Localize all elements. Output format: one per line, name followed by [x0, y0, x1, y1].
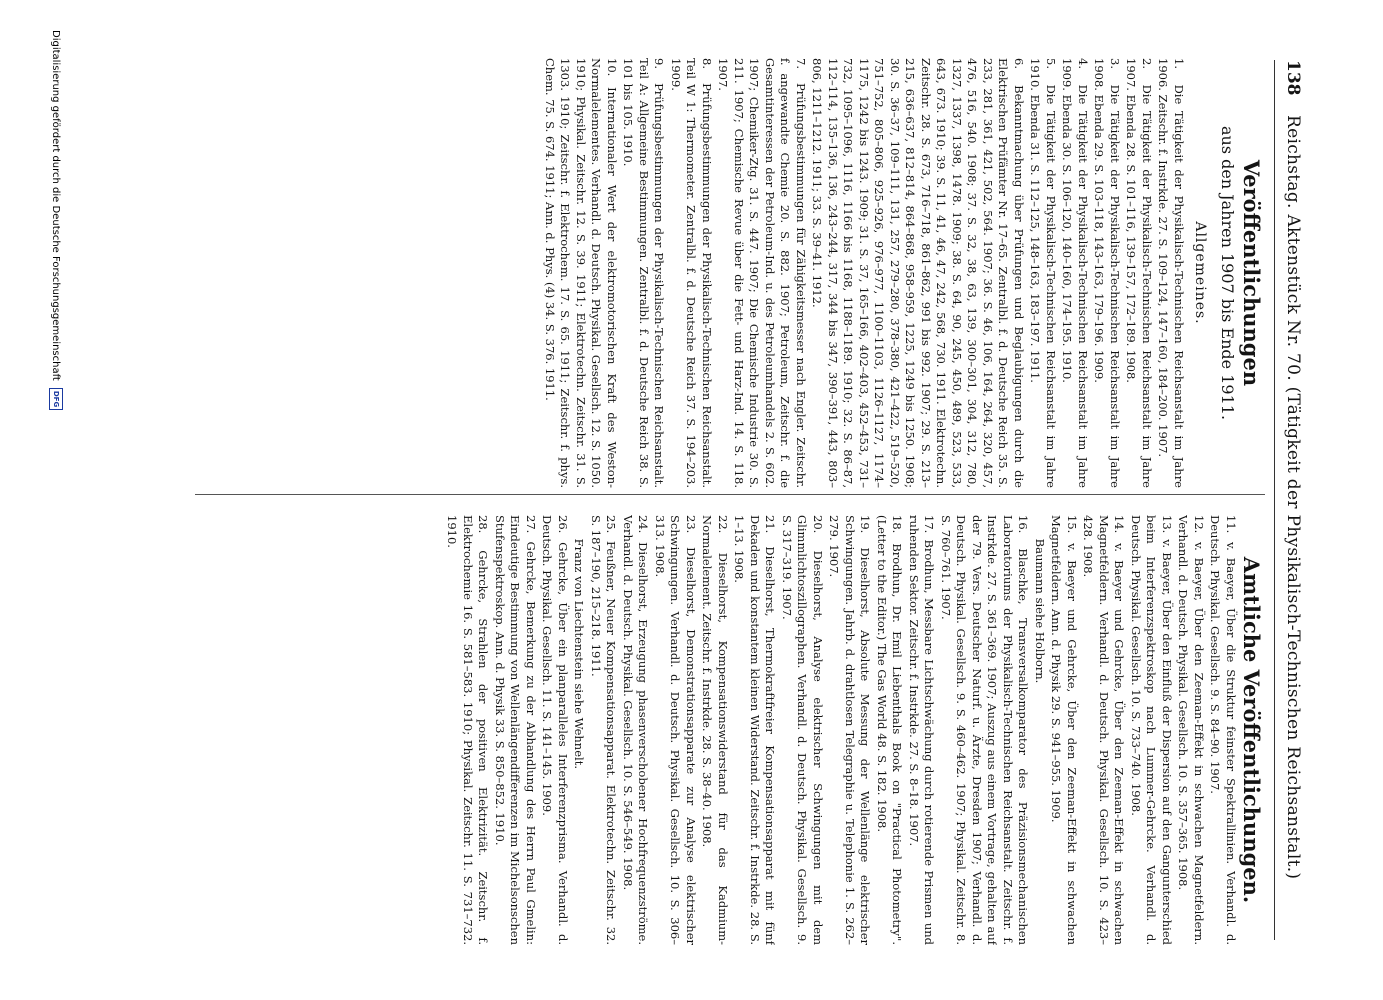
bibliography-entry: [1032, 515, 1048, 945]
entry-number: 24.: [636, 515, 651, 534]
bibliography-entry: [620, 58, 667, 488]
section-heading: Allgemeines.: [1192, 221, 1208, 325]
entry-text: Dieselhorst, Demonstrationsapparate zur Analyse elektrischer Schwingungen. Verhandl. d. Deutsch. Physikal. Gesellsch. 10. S. 306–313. 1908.: [653, 515, 698, 945]
entry-number: 7.: [794, 58, 808, 69]
entry-text: Die Tätigkeit der Physikalisch-Technischen Reichsanstalt im Jahre 1910. Ebenda 31. S. 112–125, 148–163, 183–197. 1911.: [1028, 58, 1058, 488]
bibliography-entry: [444, 515, 491, 945]
bibliography-entry: [1091, 58, 1122, 488]
right-column-title: Amtliche Veröffentlichungen.: [1239, 556, 1264, 904]
bibliography-entry: [1123, 58, 1154, 488]
entry-text: Prüfungsbestimmungen der Physikalisch-Technischen Reichsanstalt. Teil A: Allgemeine Bestimmungen. Zentralbl. f. d. Deutsche Reich 38. S. 101 bis 105. 1910.: [621, 58, 667, 488]
entry-text: Dieselhorst, Kompensationswiderstand für das Kadmium-Normalelement. Zeitschr. f. Instrkde. 28. S. 38–40. 1908.: [700, 515, 730, 945]
bibliography-entry: [571, 515, 587, 945]
entry-text: v. Baeyer und Gehrcke, Über den Zeeman-Effekt in schwachen Magnetfeldern. Verhandl. d. Deutsch. Physikal. Gesellsch. 10. S. 423–428. 1908.: [1081, 515, 1127, 945]
entry-text: Feußner, Neuer Kompensationsapparat. Elektrotechn. Zeitschr. 32. S. 187–190, 215–218. 1911.: [589, 515, 619, 945]
entry-text: Die Tätigkeit der Physikalisch-Technischen Reichsanstalt im Jahre 1907. Ebenda 28. S. 101–116, 139–157, 172–189. 1908.: [1124, 58, 1154, 488]
entry-number: 23.: [684, 515, 698, 534]
bibliography-entry: [492, 515, 539, 945]
entry-text: Die Tätigkeit der Physikalisch-Technischen Reichsanstalt im Jahre 1909. Ebenda 30. S. 106–120, 140–160, 174–195. 1910.: [1060, 58, 1090, 488]
entry-text: Gehrcke, Strahlen der positiven Elektrizität. Zeitschr. f. Elektrochemie 16. S. 581–583. 1910; Physikal. Zeitschr. 11. S. 731–732. 1910.: [445, 515, 491, 945]
bibliography-entry: [542, 58, 620, 488]
entry-text: Brodhun, Messbare Lichtschwächung durch rotierende Prismen und ruhenden Sektor. Zeitschr. f. Instrkde. 27. S. 8–18. 1907.: [907, 515, 937, 945]
entry-number: 5.: [1044, 58, 1058, 69]
bibliography-entry: [731, 515, 778, 945]
entry-text: v. Baeyer und Gehrcke, Über den Zeeman-Effekt in schwachen Magnetfeldern. Ann. d. Physik 29. S. 941–955. 1909.: [1049, 515, 1079, 945]
entry-number: 14.: [1112, 515, 1127, 534]
bibliography-entry: [779, 515, 826, 945]
bibliography-entry: [1155, 58, 1186, 488]
entry-number: 3.: [1108, 58, 1122, 69]
bibliography-entry: [826, 515, 873, 945]
entry-number: 17.: [922, 515, 937, 534]
left-column-subtitle: aus den Jahren 1907 bis Ende 1911.: [1218, 125, 1237, 421]
entry-number: 22.: [716, 515, 730, 534]
running-head: Reichstag. Aktenstück Nr. 70. (Tätigkeit der Physikalisch-Technischen Reichsanstalt.): [1283, 115, 1303, 880]
entry-number: 28.: [476, 515, 491, 534]
column-divider: [195, 494, 1265, 495]
bibliography-entry: [652, 515, 699, 945]
bibliography-entry: [699, 515, 730, 945]
entry-text: Baumann siehe Holborn.: [1033, 538, 1047, 684]
bibliography-entry: [539, 515, 570, 945]
page-number: 138: [1283, 60, 1303, 96]
entry-text: Dieselhorst, Analyse elektrischer Schwingungen mit dem Glimmlichtoszillographen. Verhandl. d. Deutsch. Physikal. Gesellsch. 9. S. 317–319. 1907.: [780, 515, 825, 945]
bibliography-entry: [1207, 515, 1238, 945]
entry-number: 11.: [1224, 515, 1238, 534]
entry-text: Blaschke, Transversalkomparator des Präzisionsmechanischen Laboratoriums der Physikalisch-Technischen Reichsanstalt. Zeitschr. f. Instrkde. 27. S. 361–369. 1907; Auszug aus einem Vortrage, gehalten auf der 79. Vers. Deutscher Naturf. u. Ärzte, Dresden 1907; Verhandl. d. Deutsch. Physikal. Gesellsch. 9. S. 460–462. 1907; Physikal. Zeitschr. 8. S. 760–761. 1907.: [939, 515, 1031, 945]
left-entry-list: [542, 58, 1187, 488]
entry-number: 18.: [890, 515, 905, 534]
entry-number: 20.: [811, 515, 825, 534]
entry-number: 6.: [1012, 58, 1026, 69]
bibliography-entry: [938, 515, 1031, 945]
right-entry-list: [444, 515, 1238, 945]
entry-text: Prüfungsbestimmungen der Physikalisch-Technischen Reichsanstalt. Teil W 1: Thermometer. Zentralbl. f. d. Deutsche Reich 37. S. 194–203. 1909.: [669, 58, 714, 488]
bibliography-entry: [715, 58, 808, 488]
entry-number: 2.: [1140, 58, 1154, 69]
entry-number: 19.: [858, 515, 873, 534]
bibliography-entry: [906, 515, 937, 945]
right-column: [165, 515, 1265, 945]
bibliography-entry: [588, 515, 619, 945]
entry-number: 15.: [1065, 515, 1079, 534]
left-column: [165, 58, 1265, 488]
entry-number: 13.: [1160, 515, 1174, 534]
entry-text: Franz von Liechtenstein siehe Wehnelt.: [572, 538, 587, 769]
entry-number: 21.: [763, 515, 778, 534]
entry-text: Gehrcke, Bemerkung zu der Abhandlung des Herrn Paul Gmelin: Eindeutige Bestimmung von Wellenlängendifferenzen im Michelsonschen Stufenspektroskop. Ann. d. Physik 33. S. 850–852. 1910.: [493, 515, 538, 945]
bibliography-entry: [1027, 58, 1058, 488]
bibliography-entry: [620, 515, 651, 945]
entry-number: 10.: [605, 58, 619, 77]
entry-number: 8.: [700, 58, 714, 69]
bibliography-entry: [874, 515, 905, 945]
bibliography-entry: [668, 58, 715, 488]
entry-text: Dieselhorst, Erzeugung phasenverschobener Hochfrequenzströme. Verhandl. d. Deutsch. Physikal. Gesellsch. 10. S. 546–549. 1908.: [621, 515, 651, 945]
entry-text: Internationaler Wert der elektromotorischen Kraft des Weston-Normalelementes. Verhandl. d. Deutsch. Physikal. Gesellsch. 12. S. 1050. 1910; Physikal. Zeitschr. 12. S. 39. 1911; Elektrotechn. Zeitschr. 31. S. 1303. 1910; Zeitschr. f. Elektrochem. 17. S. 65. 1911; Zeitschr. f. phys. Chem. 75. S. 674. 1911; Ann. d. Phys. (4) 34. S. 376. 1911.: [543, 58, 619, 488]
entry-text: Bekanntmachung über Prüfungen und Beglaubigungen durch die Elektrischen Prüfämter Nr. 17–65. Zentralbl. f. d. Deutsche Reich 35. S. 233, 281, 361, 421, 502, 564. 1907; 36. S. 46, 106, 164, 264, 320, 457, 476, 516, 540. 1908; 37. S. 32, 38, 63, 139, 300–301, 304, 312, 780, 1327, 1337, 1398, 1478. 1909; 38. S. 64, 90, 245, 450, 489, 523, 533, 643, 673. 1910; 39. S. 11, 41, 46, 47, 242, 568, 730. 1911. Elektrotechn. Zeitschr. 28. S. 673, 716–718, 861–862, 991 bis 992. 1907; 29. S. 213–215, 636–637, 812–814, 864–868, 958–959, 1225, 1249 bis 1250. 1908; 30. S. 36–37, 109–111, 131, 257, 279–280, 378–380, 421–422, 519–520, 751–752, 805–806, 925–926, 976–977, 1100–1103, 1126–1127, 1174–1175, 1242 bis 1243. 1909; 31. S. 37, 165–166, 402–403, 452–453, 731–732, 1095–1096, 1116, 1166 bis 1168, 1188–1189. 1910; 32. S. 86–87, 112–114, 135–136, 136, 243–244, 317, 344 bis 347, 390–391, 443, 803–806, 1211–1212. 1911; 33. S. 39–41. 1912.: [810, 58, 1026, 488]
credit-text: Digitalisierung gefördert durch die Deutsche Forschungsgemeinschaft: [50, 30, 61, 381]
entry-text: Prüfungsbestimmungen für Zähigkeitsmesser nach Engler. Zeitschr. f. angewandte Chemie 20. S. 882. 1907; Petroleum, Zeitschr. f. die Gesamtinteressen der Petroleum-Ind. u. des Petroleumhandels 2. S. 602. 1907; Chemiker-Ztg. 31. S. 447. 1907; Die Chemische Industrie 30. S. 211. 1907; Chemische Revue über die Fett- und Harz-Ind. 14. S. 118. 1907.: [716, 58, 808, 488]
entry-text: Die Tätigkeit der Physikalisch-Technischen Reichsanstalt im Jahre 1906. Zeitschr. f. Instrkde. 27. S. 109–124, 147–160, 184–200. 1907.: [1156, 58, 1186, 488]
bibliography-entry: [1128, 515, 1175, 945]
entry-number: 1.: [1172, 58, 1186, 69]
digitization-credit: [49, 30, 63, 410]
entry-number: 27.: [524, 515, 538, 534]
entry-text: Dieselhorst, Thermokraftfreier Kompensationsapparat mit fünf Dekaden und konstantem kleinen Widerstand. Zeitschr. f. Instrkde. 28. S. 1–13. 1908.: [732, 515, 778, 945]
bibliography-entry: [1080, 515, 1127, 945]
page-header: [1277, 60, 1303, 940]
entry-text: Gehrcke, Über ein planparalleles Interferenzprisma. Verhandl. d. Deutsch. Physikal. Gesellsch. 11. S. 141–145. 1909.: [540, 515, 570, 945]
bibliography-entry: [1175, 515, 1206, 945]
bibliography-entry: [809, 58, 1026, 488]
entry-number: 25.: [604, 515, 619, 534]
entry-number: 12.: [1192, 515, 1206, 534]
entry-number: 9.: [652, 58, 667, 69]
left-column-title: Veröffentlichungen: [1239, 159, 1264, 387]
entry-text: Dieselhorst, Absolute Messung der Wellenlänge elektrischer Schwingungen. Jahrb. d. drahtlosen Telegraphie u. Telephonie 1. S. 262–279. 1907.: [827, 515, 873, 945]
entry-number: 26.: [556, 515, 570, 534]
entry-text: Die Tätigkeit der Physikalisch-Technischen Reichsanstalt im Jahre 1908. Ebenda 29. S. 103–118, 143–163, 179–196. 1909.: [1092, 58, 1122, 488]
entry-text: v. Baeyer, Über die Struktur feinster Spektrallinien. Verhandl. d. Deutsch. Physikal. Gesellsch. 9. S. 84–90. 1907.: [1208, 515, 1238, 945]
entry-number: 16.: [1016, 515, 1031, 534]
bibliography-entry: [1059, 58, 1090, 488]
entry-number: 4.: [1076, 58, 1090, 69]
dfg-logo-icon: DFG: [49, 388, 63, 410]
header-rule: [1274, 60, 1275, 940]
entry-text: Brodhun, Dr. Emil Liebenthals Book on "Practical Photometry". (Letter to the Editor.) The Gas World 48. S. 182. 1908.: [875, 515, 905, 945]
entry-text: v. Baeyer, Über den Zeeman-Effekt in schwachen Magnetfeldern. Verhandl. d. Deutsch. Physikal. Gesellsch. 10. S. 357–365. 1908.: [1176, 515, 1206, 945]
entry-text: v. Baeyer, Über den Einfluß der Dispersion auf den Gangunterschied beim Interferenzspektroskop nach Lummer-Gehrcke. Verhandl. d. Deutsch. Physikal. Gesellsch. 10. S. 733–740. 1908.: [1129, 515, 1174, 945]
bibliography-entry: [1048, 515, 1079, 945]
